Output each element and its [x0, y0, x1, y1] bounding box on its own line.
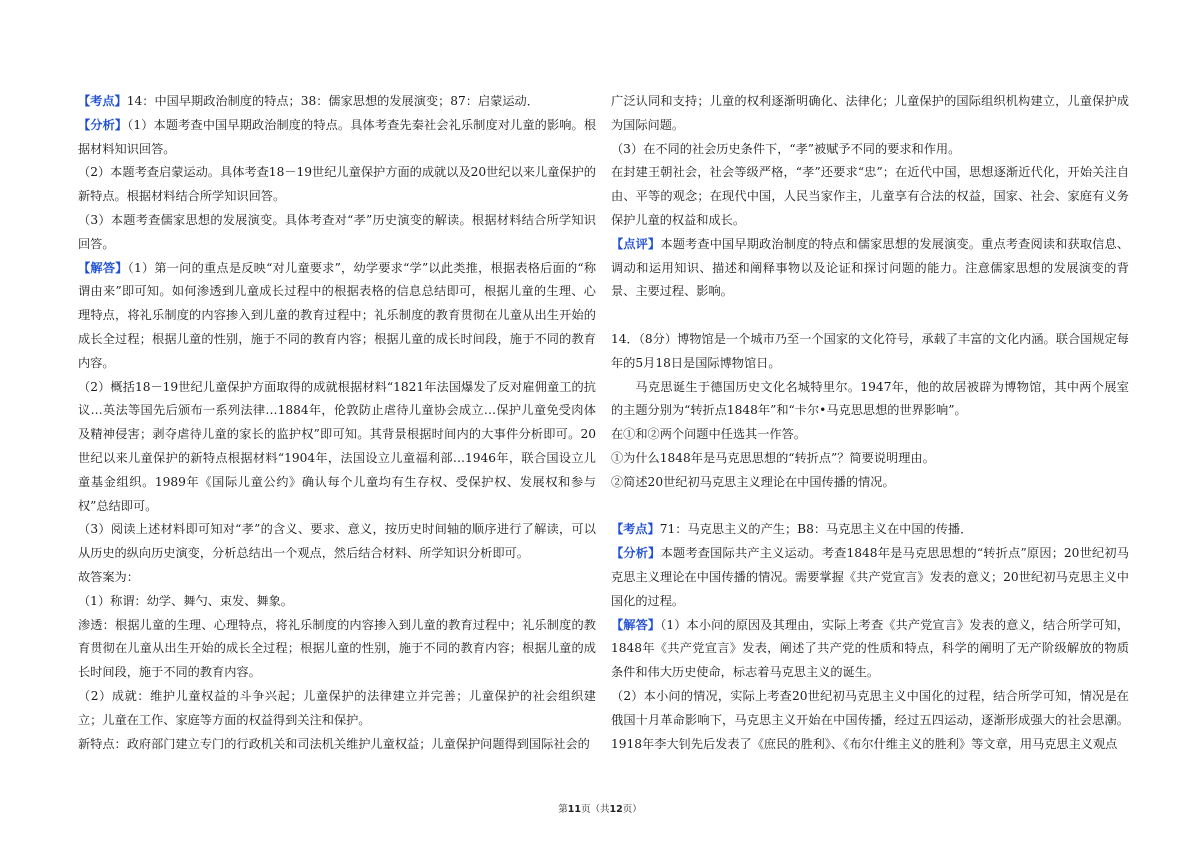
answer-2b: 新特点：政府部门建立专门的行政机关和司法机关维护儿童权益；儿童保护问题得到国际社会的	[78, 736, 590, 751]
dianping-paragraph	[611, 233, 1129, 304]
fenxi-text-3: （3）本题考查儒家思想的发展演变。具体考查对“孝”历史演变的解读。根据材料结合所学知识回答。	[78, 212, 596, 251]
footer-mid: 页（共	[580, 804, 610, 815]
fenxi-text-1: （1）本题考查中国早期政治制度的特点。具体考查先秦社会礼乐制度对儿童的影响。根据材料知识回答。	[78, 117, 597, 156]
answer-3: （3）在不同的社会历史条件下，“孝”被赋予不同的要求和作用。	[611, 141, 961, 156]
answer-2: （2）成就：维护儿童权益的斗争兴起；儿童保护的法律建立并完善；儿童保护的社会组织建立；儿童在工作、家庭等方面的权益得到关注和保护。	[78, 688, 596, 727]
fenxi-text-14: 本题考查国际共产主义运动。考查1848年是马克思思想的“转折点”原因；20世纪初马克思主义理论在中国传播的情况。需要掌握《共产党宣言》发表的意义；20世纪初马克思主义中国化的过程。	[611, 546, 1129, 608]
jieda-text-14-2: （2）本小问的情况，实际上考查20世纪初马克思主义中国化的过程，结合所学可知，情况是在俄国十月革命影响下，马克思主义开始在中国传播，经过五四运动，逐渐形成强大的社会思潮。1918年李大钊先后发表了《庶民的胜利》、《布尔什维主义的胜利》等文章，用马克思主义观点	[611, 688, 1129, 751]
jieda-paragraph	[78, 257, 596, 376]
kaodian-paragraph-14	[611, 518, 1129, 542]
spacer	[611, 304, 1129, 328]
question-14-choose: 在①和②两个问题中任选其一作答。	[611, 427, 806, 442]
jieda-text-3: （3）阅读上述材料即可知对“孝”的含义、要求、意义，按历史时间轴的顺序进行了解读，可以从历史的纵向历史演变，分析总结出一个观点，然后结合材料、所学知识分析即可。	[78, 522, 596, 561]
answer-2-continued: 广泛认同和支持；儿童的权利逐渐明确化、法律化；儿童保护的国际组织机构建立，儿童保护成为国际问题。	[611, 94, 1129, 132]
fenxi-paragraph-14	[611, 542, 1129, 613]
question-14: 14．（8分）博物馆是一个城市乃至一个国家的文化符号，承载了丰富的文化内涵。联合国规定每年的5月18日是国际博物馆日。	[611, 331, 1129, 370]
jieda-paragraph-14	[611, 614, 1129, 685]
answer-1: （1）称谓：幼学、舞勺、束发、舞象。	[78, 593, 293, 608]
page-footer	[0, 801, 1200, 815]
kaodian-text-14: 71：马克思主义的产生；B8：马克思主义在中国的传播．	[659, 522, 973, 537]
jieda-text-1: （1）第一问的重点是反映“对儿童要求”，幼学要求“学”以此类推，根据表格后面的“称谓由来”即可知。如何渗透到儿童成长过程中的根据表格的信息总结即可，根据儿童的生理、心理特点，将礼乐制度的内容掺入到儿童的教育过程中；礼乐制度的教育贯彻在儿童从出生开始的成长全过程；根据儿童的性别，施于不同的教育内容；根据儿童的成长时间段，施于不同的教育内容。	[78, 260, 597, 370]
right-column	[611, 90, 1129, 756]
question-14-option-b: ②简述20世纪初马克思主义理论在中国传播的情况。	[611, 474, 895, 489]
answer-intro: 故答案为：	[78, 569, 139, 584]
spacer	[611, 495, 1129, 519]
footer-suffix: 页）	[622, 804, 642, 815]
jieda-text-2: （2）概括18－19世纪儿童保护方面取得的成就根据材料“1821年法国爆发了反对雇佣童工的抗议…英法等国先后颁布一系列法律…1884年，伦敦防止虐待儿童协会成立…保护儿童免受肉体及精神侵害；剥夺虐待儿童的家长的监护权”即可知。其背景根据时间内的大事件分析即可。20世纪以来儿童保护的新特点根据材料“1904年，法国设立儿童福利部…1946年，联合国设立儿童基金组织。1989年《国际儿童公约》确认每个儿童均有生存权、受保护权、发展权和参与权”总结即可。	[78, 379, 596, 513]
dianping-text: 本题考查中国早期政治制度的特点和儒家思想的发展演变。重点考查阅读和获取信息、调动和运用知识、描述和阐释事物以及论证和探讨问题的能力。注意儒家思想的发展演变的背景、主要过程、影响。	[611, 236, 1130, 299]
kaodian-tag: 【考点】	[78, 94, 127, 108]
fenxi-tag: 【分析】	[78, 117, 128, 132]
kaodian-paragraph	[78, 90, 596, 114]
page-total: 12	[609, 804, 623, 815]
footer-prefix: 第	[558, 804, 568, 815]
kaodian-tag-14: 【考点】	[611, 522, 660, 537]
question-14-body: 马克思诞生于德国历史文化名城特里尔。1947年，他的故居被辟为博物馆，其中两个展室的主题分别为“转折点1848年”和“卡尔•马克思思想的世界影响”。	[611, 379, 1129, 418]
jieda-tag-14: 【解答】	[611, 617, 661, 632]
jieda-tag: 【解答】	[78, 260, 128, 275]
fenxi-tag-14: 【分析】	[611, 546, 661, 561]
answer-1b: 渗透：根据儿童的生理、心理特点，将礼乐制度的内容掺入到儿童的教育过程中；礼乐制度的教育贯彻在儿童从出生开始的成长全过程；根据儿童的性别，施于不同的教育内容；根据儿童的成长时间段，施于不同的教育内容。	[78, 617, 596, 680]
left-column	[78, 90, 596, 756]
jieda-text-14-1: （1）本小问的原因及其理由，实际上考查《共产党宣言》发表的意义，结合所学可知，1848年《共产党宣言》发表，阐述了共产党的性质和特点，科学的阐明了无产阶级解放的物质条件和伟大历史使命，标志着马克思主义的诞生。	[611, 617, 1130, 680]
fenxi-text-2: （2）本题考查启蒙运动。具体考查18－19世纪儿童保护方面的成就以及20世纪以来儿童保护的新特点。根据材料结合所学知识回答。	[78, 165, 596, 204]
fenxi-paragraph	[78, 114, 596, 162]
question-14-option-a: ①为什么1848年是马克思思想的“转折点”？简要说明理由。	[611, 450, 935, 465]
answer-3b: 在封建王朝社会，社会等级严格，“孝”还要求“忠”；在近代中国，思想逐渐近代化，开始关注自由、平等的观念；在现代中国，人民当家作主，儿童享有合法的权益，国家、社会、家庭有义务保护儿童的权益和成长。	[611, 165, 1129, 227]
dianping-tag: 【点评】	[611, 236, 661, 251]
kaodian-text: 14：中国早期政治制度的特点；38：儒家思想的发展演变；87：启蒙运动．	[126, 94, 539, 108]
page-number: 11	[567, 804, 581, 815]
